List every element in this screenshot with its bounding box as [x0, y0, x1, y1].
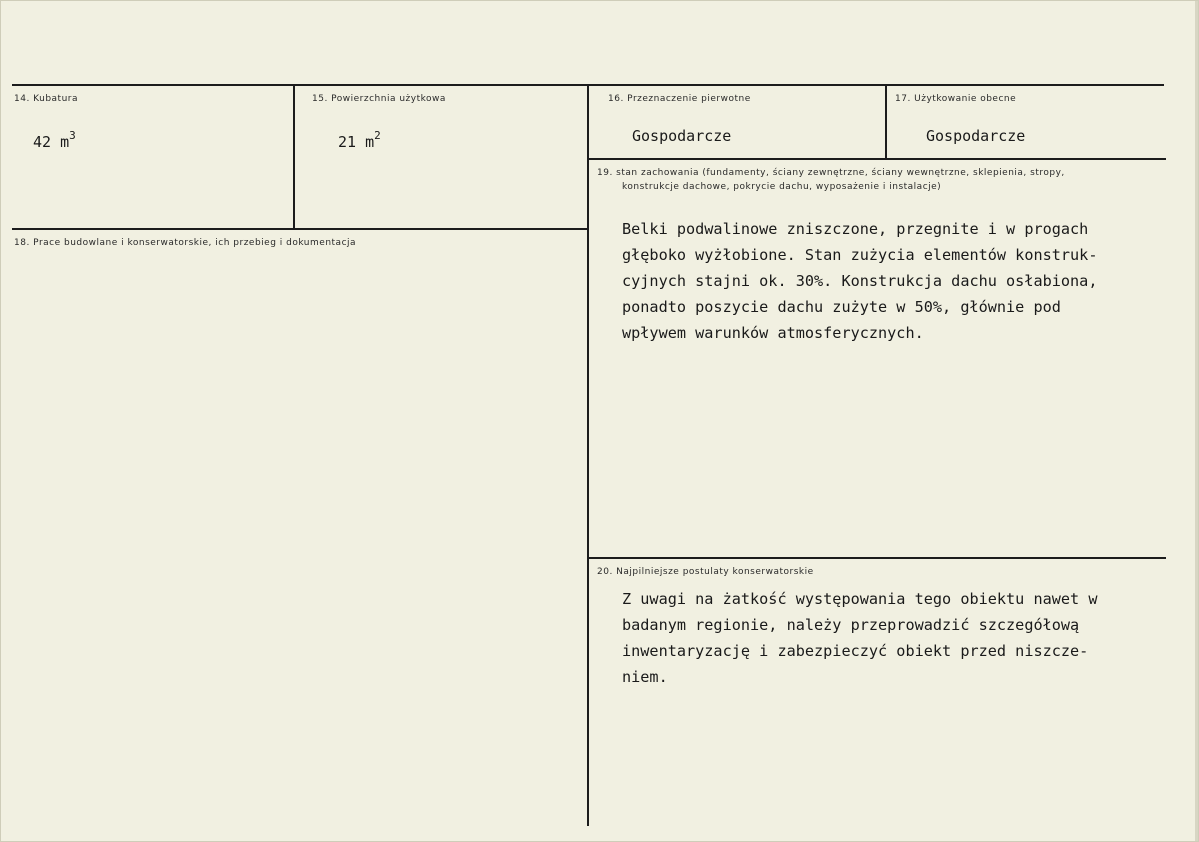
- field-19-line: głęboko wyżłobione. Stan zużycia elementów konstruk-: [622, 246, 1098, 264]
- field-19-text: [622, 216, 1097, 346]
- field-14-value: [33, 131, 76, 151]
- field-20-line: inwentaryzację i zabezpieczyć obiekt przed niszcze-: [622, 642, 1089, 660]
- rule-under-16-17: [587, 158, 1166, 160]
- field-19-label-line1: 19. stan zachowania (fundamenty, ściany zewnętrzne, ściany wewnętrzne, sklepienia, stropy,: [597, 168, 1065, 178]
- field-14-unit-exponent: 3: [69, 129, 76, 142]
- field-15-label: 15. Powierzchnia użytkowa: [312, 94, 446, 104]
- divider-14-15: [293, 84, 295, 230]
- field-17-label: 17. Użytkowanie obecne: [895, 94, 1017, 104]
- divider-16-17: [885, 84, 887, 160]
- field-17-value: Gospodarcze: [926, 127, 1026, 145]
- field-20-line: niem.: [622, 668, 668, 686]
- field-19-line: cyjnych stajni ok. 30%. Konstrukcja dachu osłabiona,: [622, 272, 1098, 290]
- field-19-line: ponadto poszycie dachu zużyte w 50%, głównie pod: [622, 298, 1061, 316]
- rule-above-20: [587, 557, 1166, 559]
- field-20-label: 20. Najpilniejsze postulaty konserwatorskie: [597, 567, 814, 577]
- field-15-unit-exponent: 2: [374, 129, 381, 142]
- field-19-label-line2: konstrukcje dachowe, pokrycie dachu, wyposażenie i instalacje): [622, 182, 942, 192]
- field-16-value: Gospodarcze: [632, 127, 732, 145]
- field-18-label: 18. Prace budowlane i konserwatorskie, ich przebieg i dokumentacja: [14, 238, 357, 248]
- field-15-number: 21 m: [338, 133, 375, 151]
- field-19-line: Belki podwalinowe zniszczone, przegnite i w progach: [622, 220, 1089, 238]
- field-14-number: 42 m: [33, 133, 70, 151]
- field-15-value: [338, 131, 381, 151]
- field-20-line: Z uwagi na żatkość występowania tego obiektu nawet w: [622, 590, 1098, 608]
- field-14-label: 14. Kubatura: [14, 94, 79, 104]
- field-20-text: [622, 586, 1097, 690]
- field-19-line: wpływem warunków atmosferycznych.: [622, 324, 924, 342]
- divider-left-right: [587, 84, 589, 826]
- rule-under-14-15: [12, 228, 589, 230]
- field-16-label: 16. Przeznaczenie pierwotne: [608, 94, 751, 104]
- field-20-line: badanym regionie, należy przeprowadzić szczegółową: [622, 616, 1080, 634]
